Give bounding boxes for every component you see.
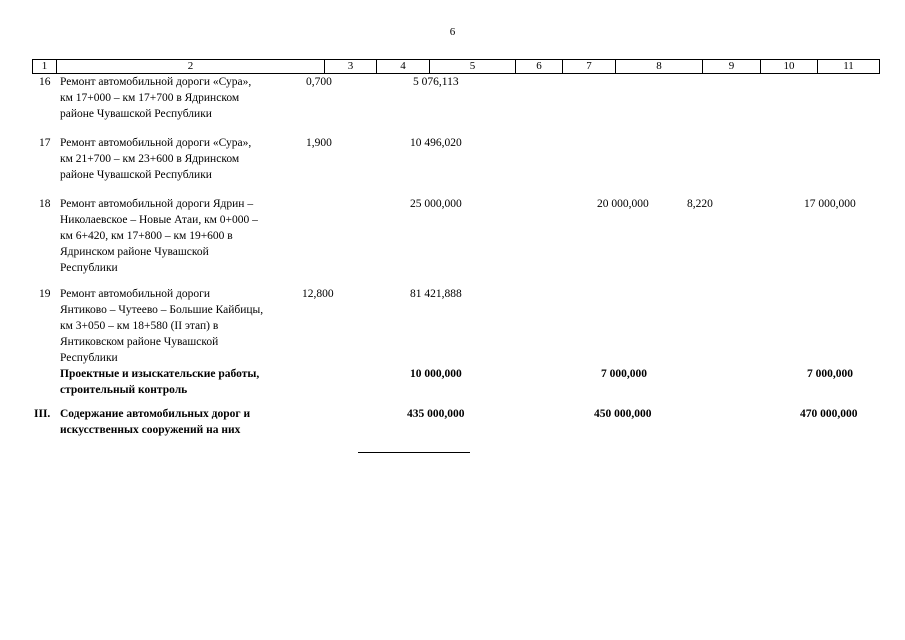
- page-number: 6: [449, 26, 456, 38]
- row-description: Ремонт автомобильной дороги «Сура», км 17+000 – км 17+700 в Ядринском районе Чувашской Республики: [60, 76, 252, 120]
- section-number: III.: [34, 408, 51, 420]
- amount-value: 10 000,000: [410, 368, 462, 380]
- column-header: 9: [702, 60, 760, 73]
- amount-value-col11: 7 000,000: [807, 368, 853, 380]
- value-col9: 8,220: [687, 198, 713, 210]
- divider-line: [358, 452, 470, 453]
- amount-value: 5 076,113: [413, 76, 459, 88]
- column-header: 6: [515, 60, 562, 73]
- length-value: 12,800: [302, 288, 334, 300]
- amount-value: 435 000,000: [407, 408, 465, 420]
- row-description: Проектные и изыскательские работы, строительный контроль: [60, 368, 260, 396]
- row-description: Ремонт автомобильной дороги Янтиково – Чутеево – Большие Кайбицы, км 3+050 – км 18+580 (II этап) в Янтиковском районе Чувашской Республики: [60, 288, 264, 364]
- length-value: 1,900: [306, 137, 332, 149]
- column-header: 7: [562, 60, 615, 73]
- column-header: 2: [56, 60, 324, 73]
- row-number: 16: [39, 76, 51, 88]
- column-header: 3: [324, 60, 376, 73]
- column-header: 4: [376, 60, 429, 73]
- amount-value: 10 496,020: [410, 137, 462, 149]
- amount-value: 81 421,888: [410, 288, 462, 300]
- column-header: 11: [817, 60, 880, 73]
- row-number: 19: [39, 288, 51, 300]
- amount-value-col8: 450 000,000: [594, 408, 652, 420]
- length-value: 0,700: [306, 76, 332, 88]
- table-header: [32, 59, 880, 74]
- row-number: 17: [39, 137, 51, 149]
- row-number: 18: [39, 198, 51, 210]
- column-header: 8: [615, 60, 702, 73]
- column-header: 5: [429, 60, 515, 73]
- amount-value-col11: 470 000,000: [800, 408, 858, 420]
- amount-value-col8: 20 000,000: [597, 198, 649, 210]
- row-description: Содержание автомобильных дорог и искусственных сооружений на них: [60, 408, 251, 436]
- column-header: 10: [760, 60, 817, 73]
- column-header: 1: [32, 60, 56, 73]
- row-description: Ремонт автомобильной дороги Ядрин – Николаевское – Новые Атаи, км 0+000 – км 6+420, км 17+800 – км 19+600 в Ядринском районе Чувашской Республики: [60, 198, 258, 274]
- amount-value-col11: 17 000,000: [804, 198, 856, 210]
- amount-value: 25 000,000: [410, 198, 462, 210]
- row-description: Ремонт автомобильной дороги «Сура», км 21+700 – км 23+600 в Ядринском районе Чувашской Республики: [60, 137, 252, 181]
- amount-value-col8: 7 000,000: [601, 368, 647, 380]
